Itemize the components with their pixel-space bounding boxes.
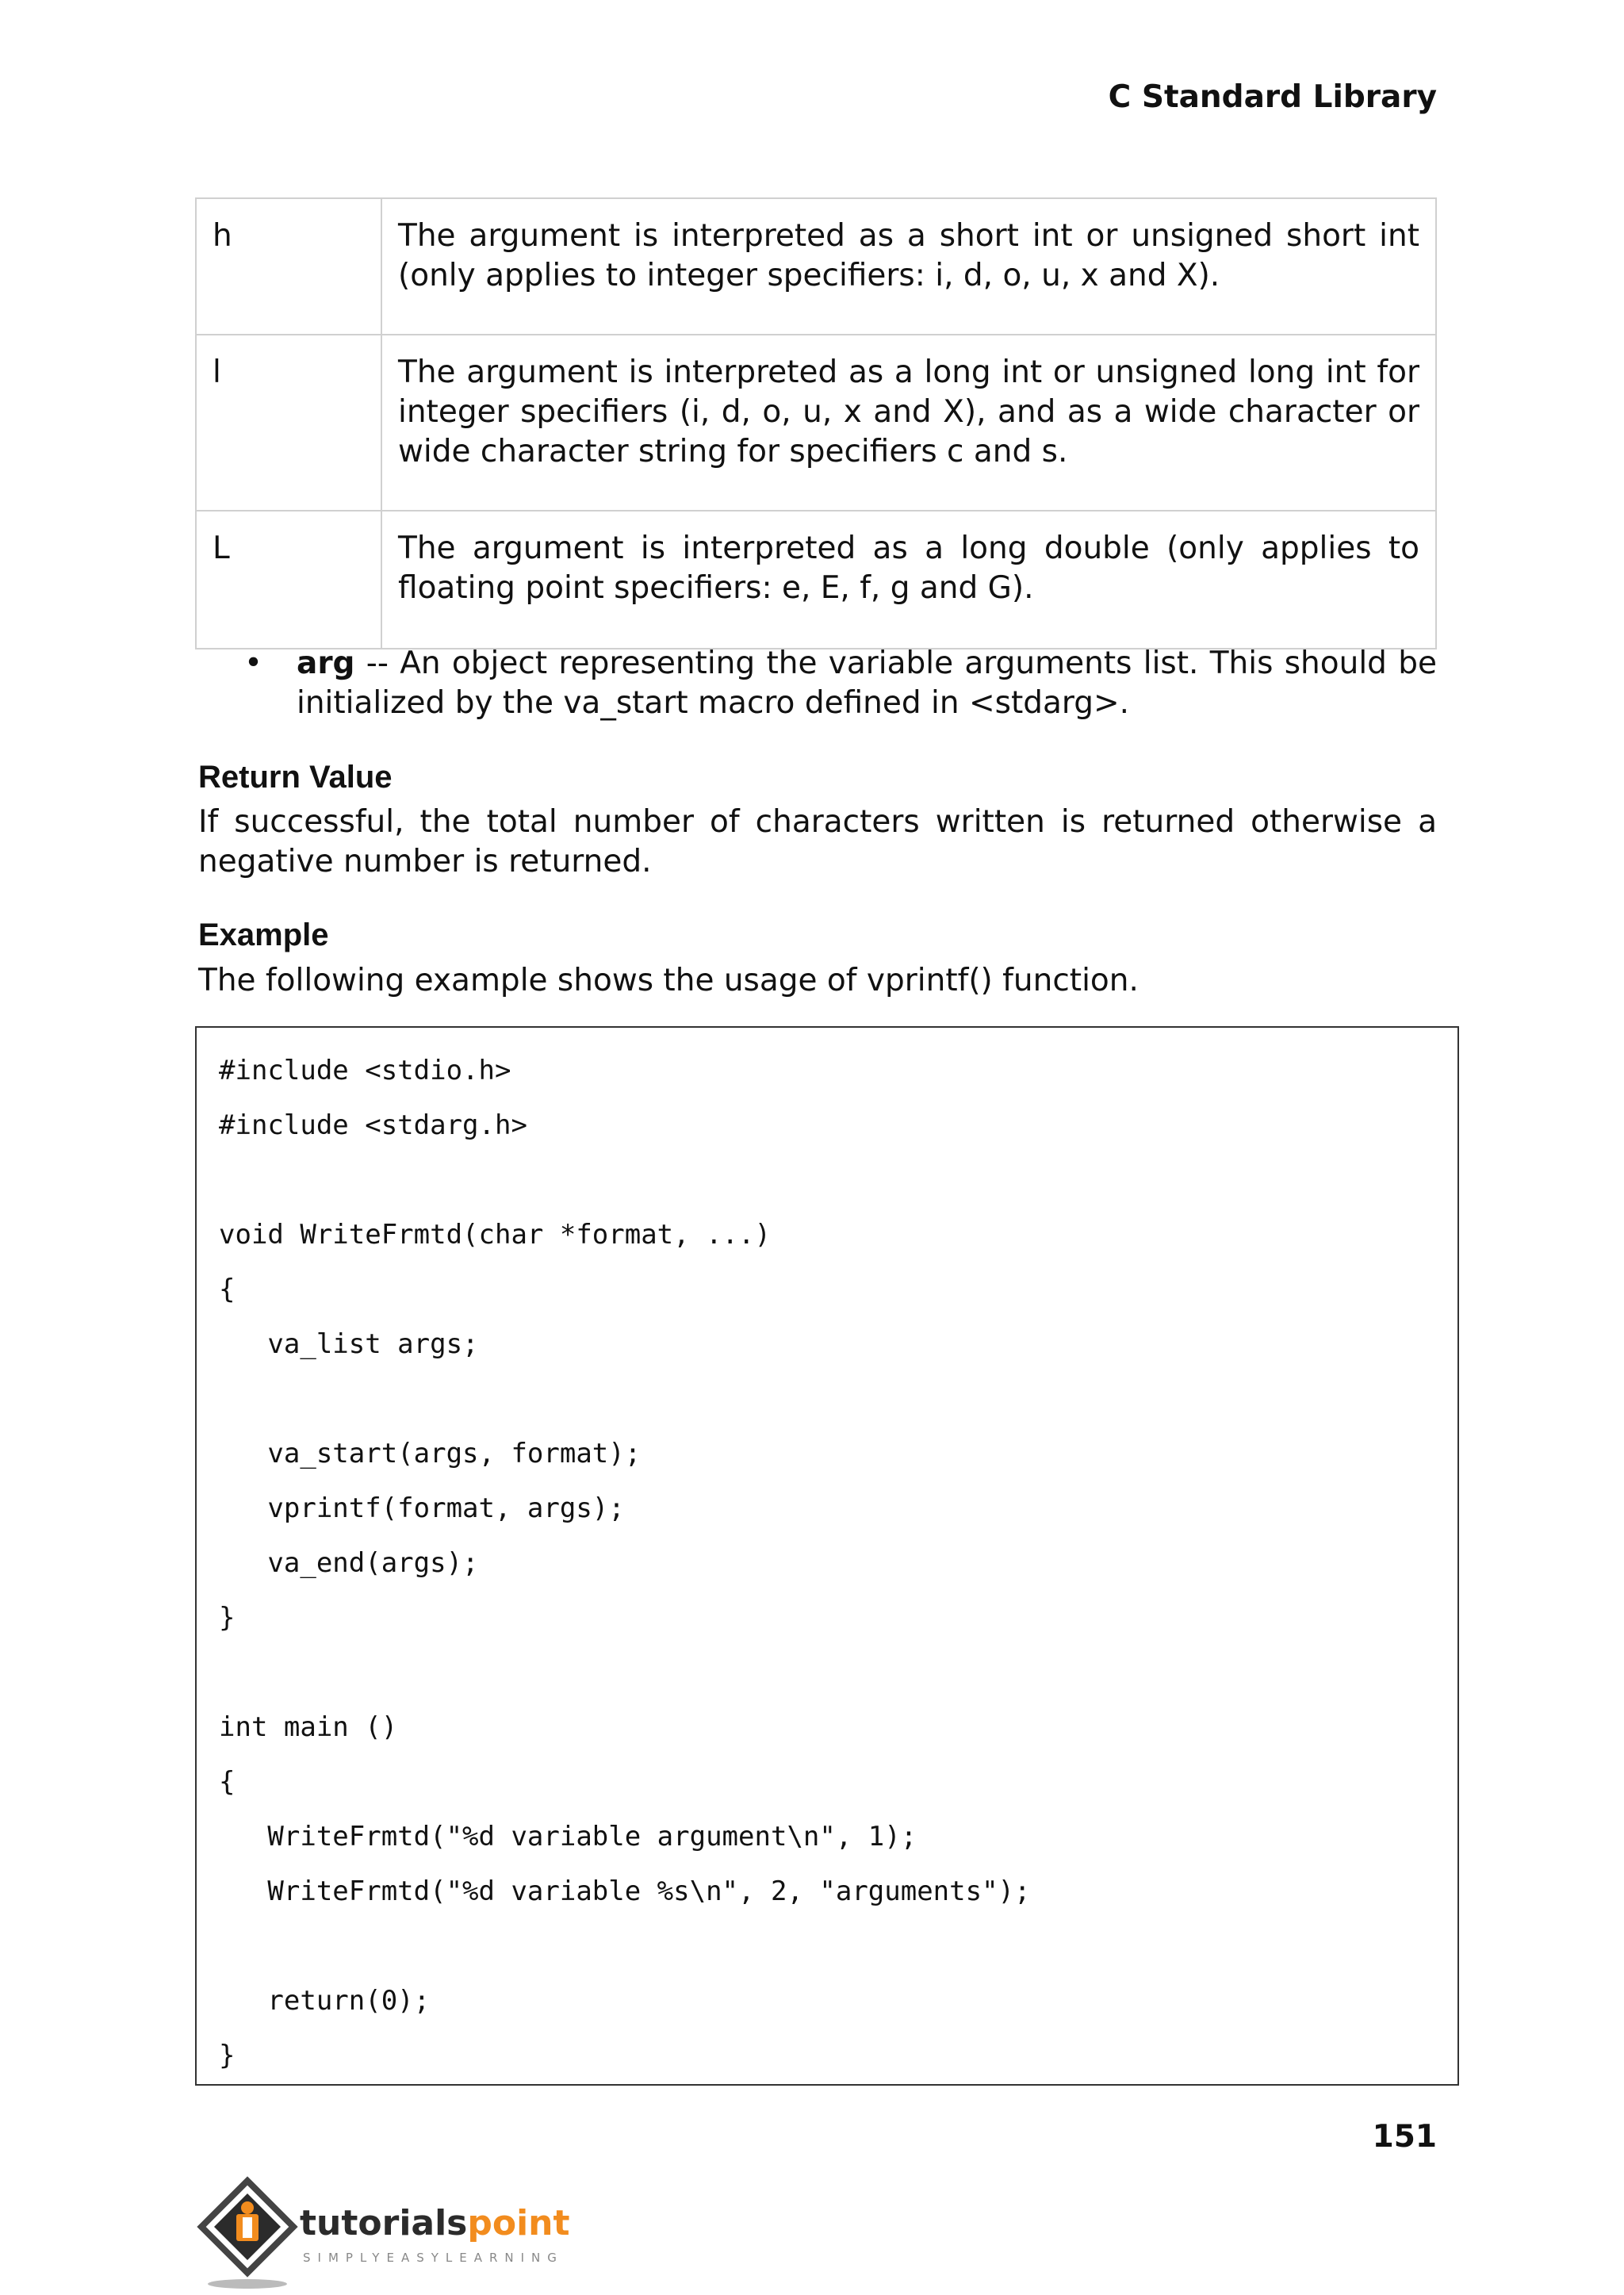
specifier-cell: L	[196, 511, 381, 649]
bullet-term: arg	[297, 646, 355, 681]
page-number: 151	[1372, 2119, 1437, 2155]
description-cell: The argument is interpreted as a short int or unsigned short int (only applies to integer specifiers: i, d, o, u, x and X).	[381, 198, 1436, 335]
bullet-icon: •	[244, 646, 263, 681]
logo-wordmark: tutorialspoint	[300, 2203, 570, 2243]
table-row	[196, 335, 1436, 511]
running-header: C Standard Library	[1108, 79, 1437, 115]
return-value-text: If successful, the total number of characters written is returned otherwise a negative number is returned.	[198, 804, 1437, 879]
return-value-heading: Return Value	[198, 760, 393, 795]
description-cell: The argument is interpreted as a long double (only applies to floating point specifiers: e, E, f, g and G).	[381, 511, 1436, 649]
bullet-text	[297, 644, 1437, 723]
example-heading: Example	[198, 918, 329, 952]
description-cell: The argument is interpreted as a long int or unsigned long int for integer specifiers (i, d, o, u, x and X), and as a wide character or wide character string for specifiers c and s.	[381, 335, 1436, 511]
code-listing: #include <stdio.h> #include <stdarg.h> void WriteFrmtd(char *format, ...) { va_list args; va_start(args, format); vprintf(format, args); va_end(args); } int main () { WriteFrmtd("%d variable argument\n", 1); WriteFrmtd("%d variable %s\n", 2, "arguments"); return(0); }	[219, 1055, 1031, 2071]
specifier-cell: h	[196, 198, 381, 335]
arg-bullet	[246, 644, 1437, 723]
table-row	[196, 511, 1436, 649]
table-row	[196, 198, 1436, 335]
example-text: The following example shows the usage of vprintf() function.	[198, 963, 1139, 998]
bullet-description: -- An object representing the variable arguments list. This should be initialized by the va_start macro defined in <stdarg>.	[297, 646, 1437, 721]
specifier-cell: l	[196, 335, 381, 511]
logo-tagline: SIMPLYEASYLEARNING	[303, 2251, 564, 2265]
length-modifier-table	[195, 197, 1437, 649]
code-block	[195, 1026, 1459, 2086]
logo-diamond-icon	[201, 2181, 293, 2289]
tutorialspoint-logo	[195, 2173, 576, 2292]
